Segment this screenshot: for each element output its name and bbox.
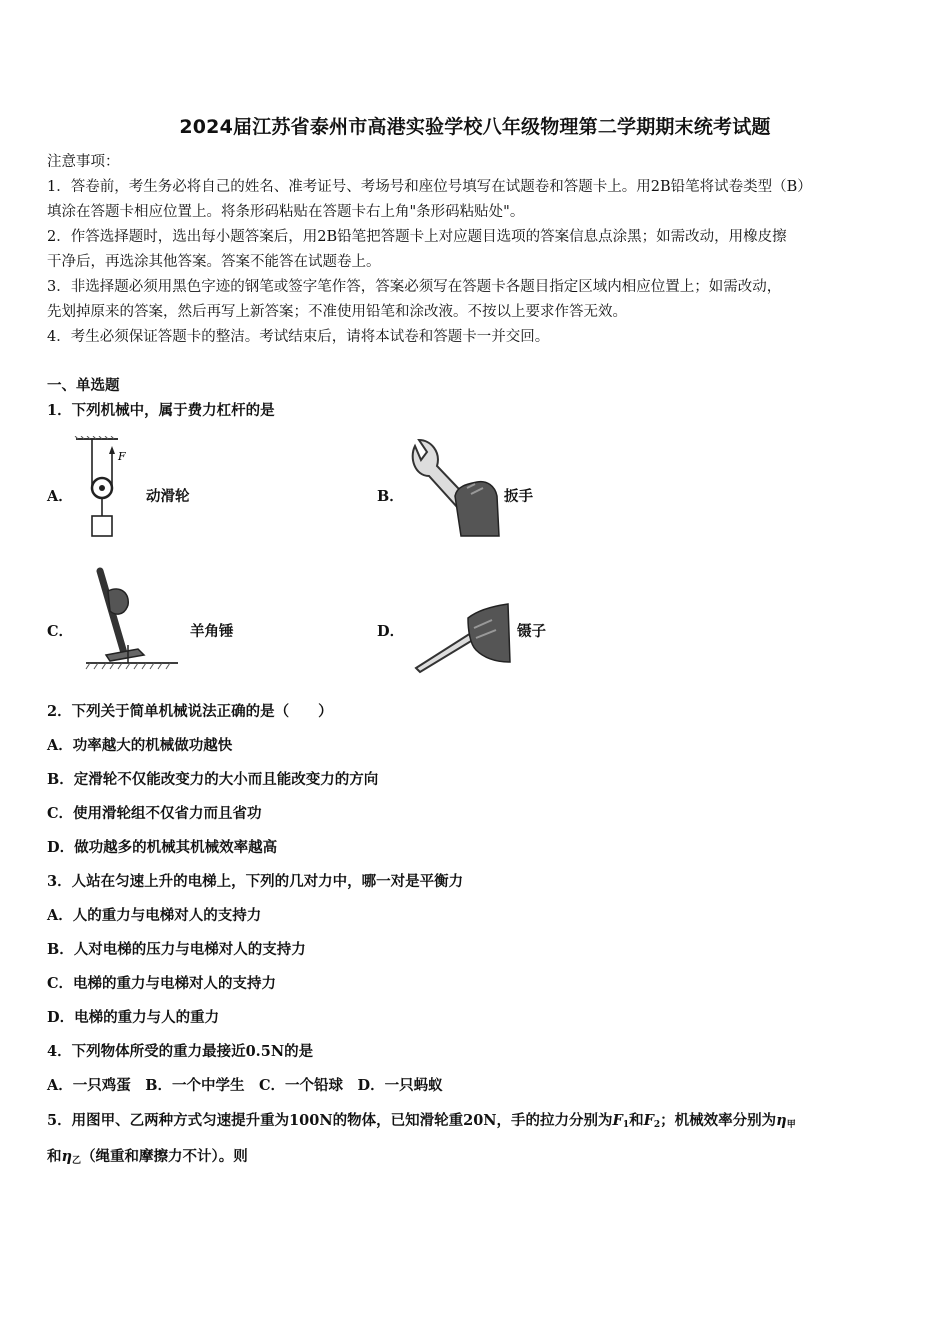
question-3-option: A．人的重力与电梯对人的支持力 [47,907,262,924]
option-c-letter: C． [47,623,74,640]
question-2-option: D．做功越多的机械其机械效率越高 [47,839,278,856]
question-3-option: D．电梯的重力与人的重力 [47,1009,220,1026]
claw-hammer-figure [84,565,180,673]
tweezers-figure [412,600,514,674]
question-4-stem: 4．下列物体所受的重力最接近0.5N的是 [47,1043,314,1060]
option-a-letter: A． [47,488,73,505]
option-b-letter: B． [377,488,404,505]
option-a-label: 动滑轮 [146,488,190,505]
pulley-figure [72,436,132,542]
question-2-stem: 2．下列关于简单机械说法正确的是（ ） [47,703,333,720]
notice-line: 4．考生必须保证答题卡的整洁。考试结束后，请将本试卷和答题卡一并交回。 [47,329,550,345]
wrench-figure [405,436,503,544]
option-c-label: 羊角锤 [190,623,234,640]
notice-line: 先划掉原来的答案，然后再写上新答案；不准使用铅笔和涂改液。不按以上要求作答无效。 [47,304,627,320]
question-3-stem: 3．人站在匀速上升的电梯上，下列的几对力中，哪一对是平衡力 [47,873,464,890]
section-heading: 一、单选题 [47,377,120,394]
page-title: 2024届江苏省泰州市高港实验学校八年级物理第二学期期末统考试题 [179,116,771,138]
question-2-option: B．定滑轮不仅能改变力的大小而且能改变力的方向 [47,771,379,788]
option-d-label: 镊子 [517,623,546,640]
notice-line: 填涂在答题卡相应位置上。将条形码粘贴在答题卡右上角"条形码粘贴处"。 [47,204,525,220]
question-1-stem: 1．下列机械中，属于费力杠杆的是 [47,402,275,419]
force-label: F [118,450,126,463]
question-5-stem-line-1: 5．用图甲、乙两种方式匀速提升重为100N的物体，已知滑轮重20N，手的拉力分别为$F_1$和$F_2$；机械效率分别为$\eta_甲$ [47,1112,796,1130]
question-2-option: C．使用滑轮组不仅省力而且省功 [47,805,262,822]
question-3-option: B．人对电梯的压力与电梯对人的支持力 [47,941,306,958]
question-4-options: A．一只鸡蛋 B．一个中学生 C．一个铅球 D．一只蚂蚁 [47,1077,443,1094]
question-2-option: A．功率越大的机械做功越快 [47,737,233,754]
option-d-letter: D． [377,623,405,640]
notice-line: 3．非选择题必须用黑色字迹的钢笔或签字笔作答，答案必须写在答题卡各题目指定区域内相应位置上；如需改动， [47,279,782,295]
question-5-stem-line-2: 和$\eta_乙$（绳重和摩擦力不计）。则 [47,1148,248,1166]
notice-line: 1．答卷前，考生务必将自己的姓名、准考证号、考场号和座位号填写在试题卷和答题卡上。用2B铅笔将试卷类型（B） [47,179,812,195]
notice-heading: 注意事项： [47,154,120,170]
notice-line: 干净后，再选涂其他答案。答案不能答在试题卷上。 [47,254,381,270]
question-3-option: C．电梯的重力与电梯对人的支持力 [47,975,277,992]
notice-line: 2．作答选择题时，选出每小题答案后，用2B铅笔把答题卡上对应题目选项的答案信息点涂黑；如需改动，用橡皮擦 [47,229,787,245]
option-b-label: 扳手 [504,488,533,505]
